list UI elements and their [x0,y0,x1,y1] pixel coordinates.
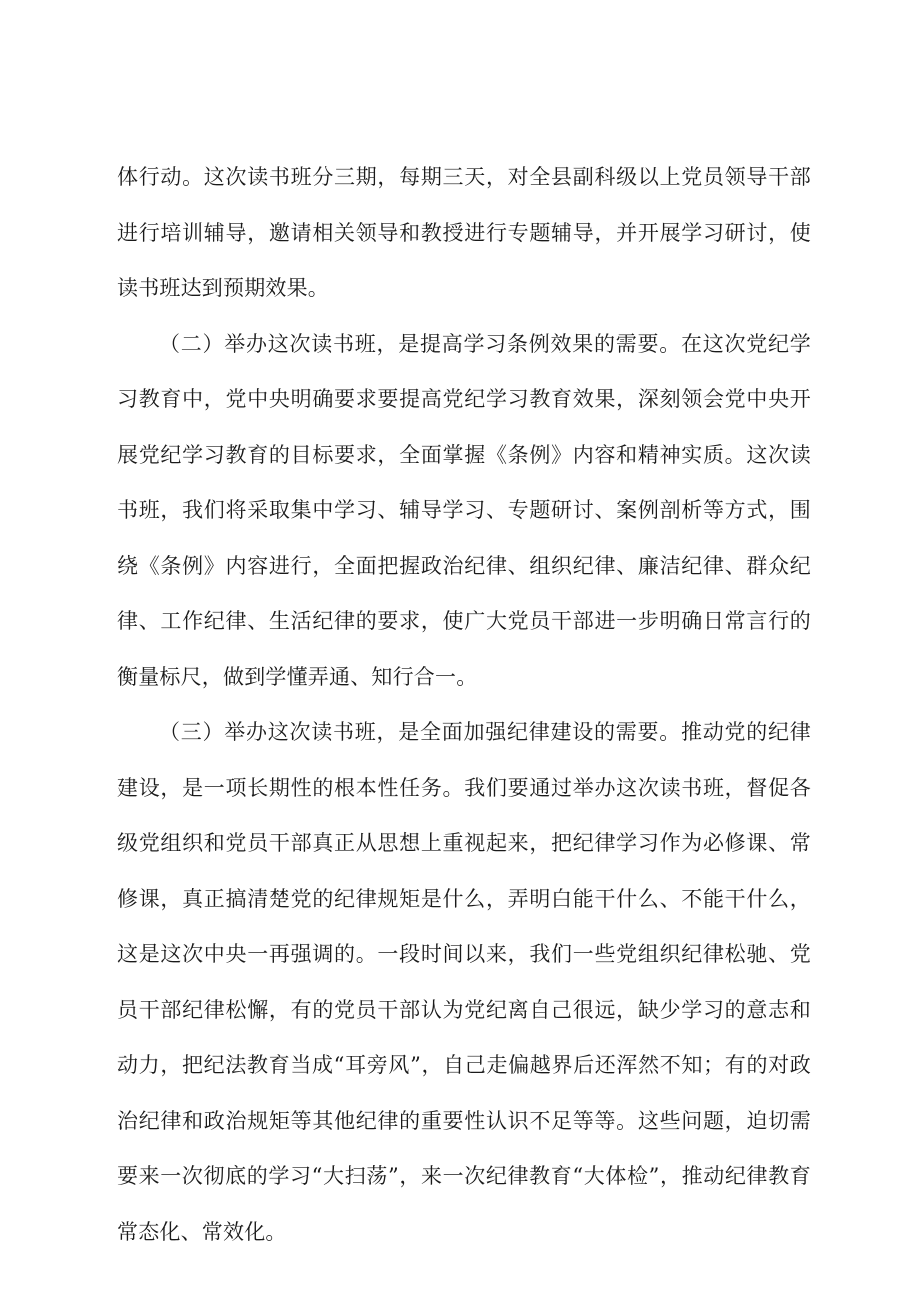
paragraph-section-three: （三）举办这次读书班，是全面加强纪律建设的需要。推动党的纪律建设，是一项长期性的根本性任务。我们要通过举办这次读书班，督促各级党组织和党员干部真正从思想上重视起来，把纪律学习作为必修课、常修课，真正搞清楚党的纪律规矩是什么，弄明白能干什么、不能干什么，这是这次中央一再强调的。一段时间以来，我们一些党组织纪律松驰、党员干部纪律松懈，有的党员干部认为党纪离自己很远，缺少学习的意志和动力，把纪法教育当成“耳旁风”，自己走偏越界后还浑然不知；有的对政治纪律和政治规矩等其他纪律的重要性认识不足等等。这些问题，迫切需要来一次彻底的学习“大扫荡”，来一次纪律教育“大体检”，推动纪律教育常态化、常效化。 [117,720,811,1244]
paragraph-section-two: （二）举办这次读书班，是提高学习条例效果的需要。在这次党纪学习教育中，党中央明确要求要提高党纪学习教育效果，深刻领会党中央开展党纪学习教育的目标要求，全面掌握《条例》内容和精神实质。这次读书班，我们将采取集中学习、辅导学习、专题研讨、案例剖析等方式，围绕《条例》内容进行，全面把握政治纪律、组织纪律、廉洁纪律、群众纪律、工作纪律、生活纪律的要求，使广大党员干部进一步明确日常言行的衡量标尺，做到学懂弄通、知行合一。 [117,331,811,689]
paragraph-continuation: 体行动。这次读书班分三期，每期三天，对全县副科级以上党员领导干部进行培训辅导，邀请相关领导和教授进行专题辅导，并开展学习研讨，使读书班达到预期效果。 [117,165,811,300]
document-body [117,150,811,1260]
